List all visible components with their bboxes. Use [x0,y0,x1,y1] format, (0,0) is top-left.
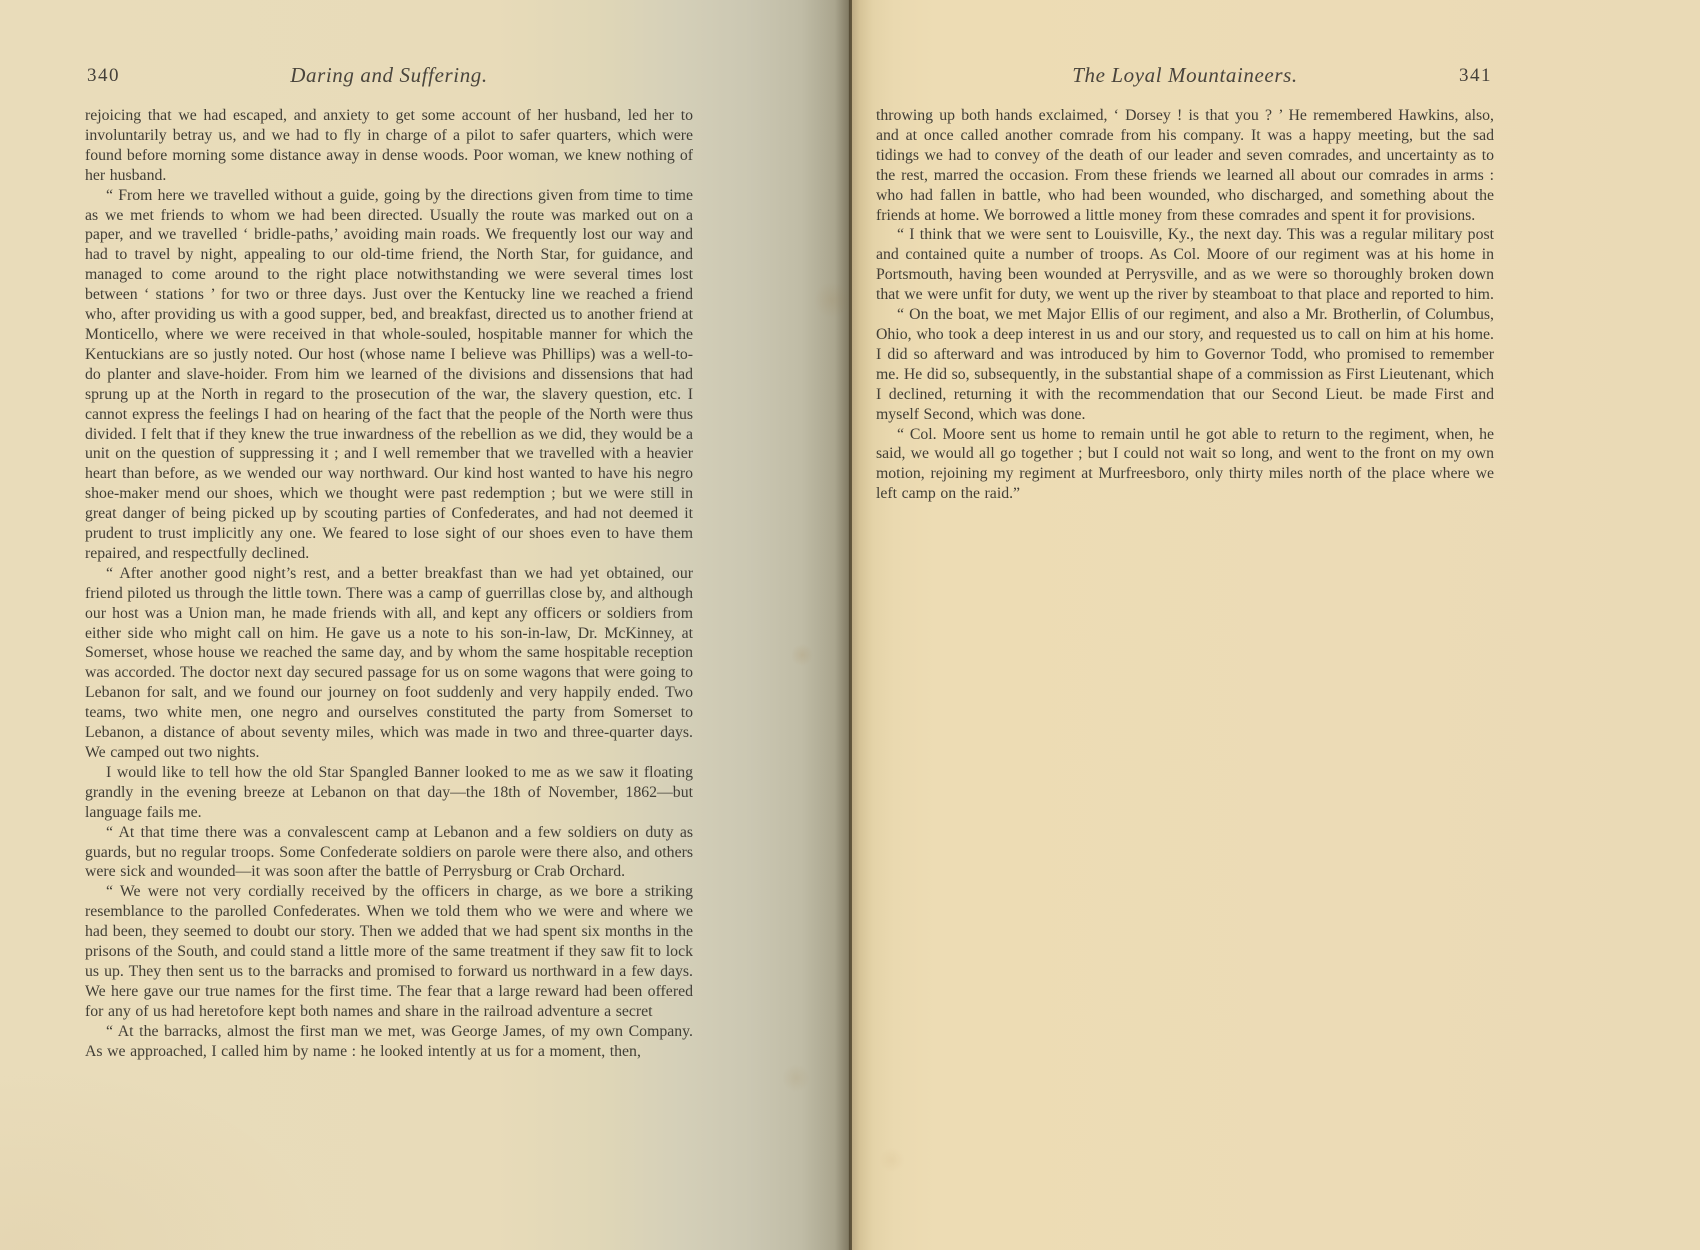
paragraph: “ We were not very cordially received by the officers in charge, as we bore a striking resemblance to the parolled Confederates. When we told them who we were and where we had been, they seemed to doubt our story. Then we added that we had spent six months in the prisons of the South, and could stand a little more of the same treatment if they saw fit to lock us up. They then sent us to the barracks and promised to forward us northward in a few days. We here gave our true names for the first time. The fear that a large reward had been offered for any of us had heretofore kept both names and share in the railroad adventure a secret [85,883,693,1020]
paragraph: throwing up both hands exclaimed, ‘ Dorsey ! is that you ? ’ He remembered Hawkins, also, and at once called another comrade from his company. It was a happy meeting, but the sad tidings we had to convey of the death of our leader and seven comrades, and uncertainty as to the rest, marred the occasion. From these friends we learned all about our comrades in arms : who had fallen in battle, who had been wounded, who discharged, and something about the friends at home. We borrowed a little money from these comrades and spent it for provisions. [876,107,1494,224]
left-page-number: 340 [87,65,120,86]
right-text-column [876,106,1494,504]
paragraph: “ I think that we were sent to Louisville, Ky., the next day. This was a regular military post and contained quite a number of troops. As Col. Moore of our regiment was at his home in Portsmouth, having been wounded at Perrysville, and as we were so thoroughly broken down that we were unfit for duty, we went up the river by steamboat to that place and reported to him. [876,226,1494,304]
paragraph: “ Col. Moore sent us home to remain until he got able to return to the regiment, when, he said, we would all go together ; but I could not wait so long, and went to the front on my own motion, rejoining my regiment at Murfreesboro, only thirty miles north of the place where we left camp on the raid.” [876,425,1494,503]
right-page-number: 341 [1459,65,1492,86]
right-page [852,0,1700,1250]
right-running-head: The Loyal Mountaineers. [1072,63,1298,87]
left-page-header [85,63,693,93]
right-page-header [876,63,1494,93]
paragraph: “ At the barracks, almost the first man we met, was George James, of my own Company. As we approached, I called him by name : he looked intently at us for a moment, then, [85,1022,693,1060]
paragraph: rejoicing that we had escaped, and anxiety to get some account of her husband, led her to involuntarily betray us, and we had to fly in charge of a pilot to safer quarters, which were found before morning some distance away in dense woods. Poor woman, we knew nothing of her husband. [85,107,693,184]
paragraph: I would like to tell how the old Star Spangled Banner looked to me as we saw it floating grandly in the evening breeze at Lebanon on that day—the 18th of November, 1862—but language fails me. [85,763,693,821]
paragraph: “ At that time there was a convalescent camp at Lebanon and a few soldiers on duty as guards, but no regular troops. Some Confederate soldiers on parole were there also, and others were sick and wounded—it was soon after the battle of Perrysburg or Crab Orchard. [85,823,693,881]
paragraph: “ On the boat, we met Major Ellis of our regiment, and also a Mr. Brotherlin, of Columbus, Ohio, who took a deep interest in us and our story, and requested us to call on him at his home. I did so afterward and was introduced by him to Governor Todd, who promised to remember me. He did so, subsequently, in the substantial shape of a commission as First Lieutenant, which I declined, returning it with the recommendation that our Second Lieut. be made First and myself Second, which was done. [876,306,1494,423]
paragraph: “ From here we travelled without a guide, going by the directions given from time to time as we met friends to whom we had been directed. Usually the route was marked out on a paper, and we travelled ‘ bridle-paths,’ avoiding main roads. We frequently lost our way and had to travel by night, appealing to our old-time friend, the North Star, for guidance, and managed to come around to the right place notwithstanding we were several times lost between ‘ stations ’ for two or three days. Just over the Kentucky line we reached a friend who, after providing us with a good supper, bed, and breakfast, directed us to another friend at Monticello, where we were received in that whole-souled, hospitable manner for which the Kentuckians are so justly noted. Our host (whose name I believe was Phillips) was a well-to-do planter and slave-hoider. From him we learned of the divisions and dissensions that had sprung up at the North in regard to the prosecution of the war, the slavery question, etc. I cannot express the feelings I had on hearing of the fact that the people of the North were thus divided. I felt that if they knew the true inwardness of the rebellion as we did, they would be a unit on the question of suppressing it ; and I well remember that we travelled with a heavier heart than before, as we wended our way northward. Our kind host wanted to have his negro shoe-maker mend our shoes, which we thought were past redemption ; but we were still in great danger of being picked up by scouting parties of Confederates, and had not deemed it prudent to trust implicitly any one. We feared to lose sight of our shoes even to have them repaired, and respectfully declined. [85,186,693,562]
gutter-shadow-line [849,0,852,1250]
left-text-column [85,106,693,1062]
paragraph: “ After another good night’s rest, and a better breakfast than we had yet obtained, our friend piloted us through the little town. There was a camp of guerrillas close by, and although our host was a Union man, he made friends with all, and kept any officers or soldiers from either side who might call on him. He gave us a note to his son-in-law, Dr. McKinney, at Somerset, whose house we reached the same day, and by whom the same hospitable reception was accorded. The doctor next day secured passage for us on some wagons that were going to Lebanon for salt, and we found our journey on foot suddenly and very happily ended. Two teams, two white men, one negro and ourselves constituted the party from Somerset to Lebanon, a distance of about seventy miles, which was made in two and three-quarter days. We camped out two nights. [85,564,693,761]
left-running-head: Daring and Suffering. [290,63,488,87]
